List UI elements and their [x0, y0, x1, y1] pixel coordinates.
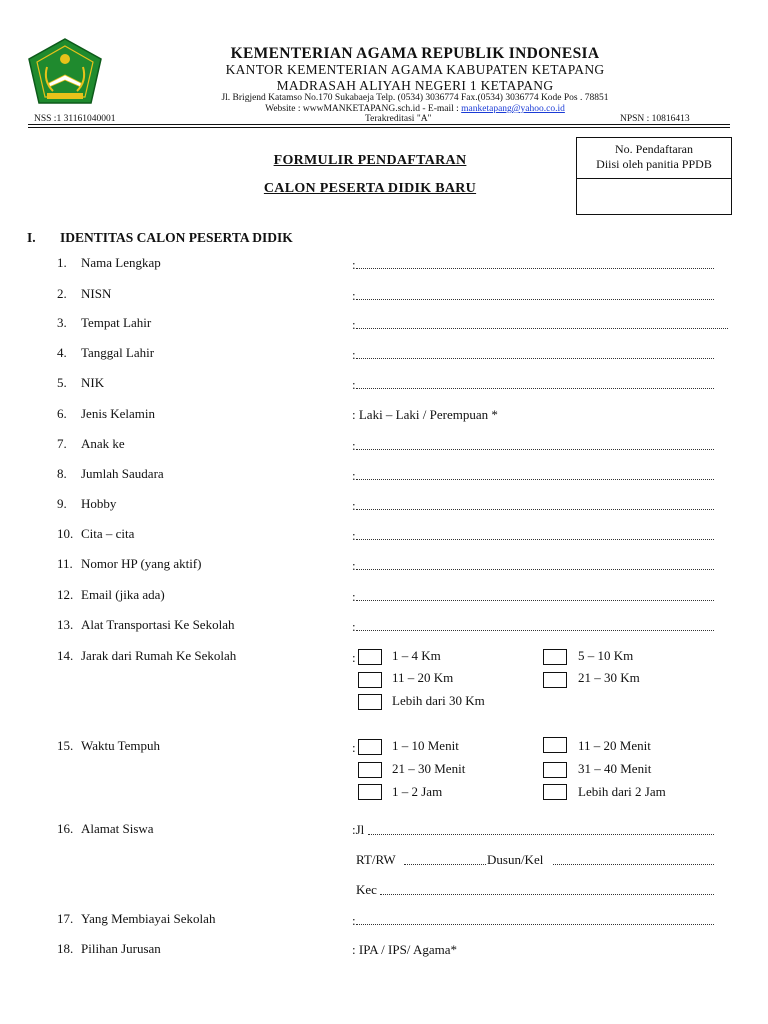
alamat-kec-input[interactable] [380, 882, 714, 895]
field-label: Cita – cita [81, 526, 135, 541]
field-number: 18. [57, 941, 74, 956]
header-divider-thin [28, 127, 730, 128]
form-title: FORMULIR PENDAFTARAN [273, 153, 467, 168]
field-label: Tanggal Lahir [81, 345, 155, 360]
checkbox-jarak-5-10[interactable] [543, 649, 567, 665]
field-input-line[interactable] [356, 467, 714, 480]
field-input-line[interactable] [356, 912, 714, 925]
field-colon: : [352, 438, 356, 453]
alamat-rtrw-input[interactable] [404, 852, 486, 865]
field-label: Jumlah Saudara [81, 466, 164, 481]
field-colon: : [352, 558, 356, 573]
field-number: 5. [57, 375, 67, 390]
field-colon: : [352, 468, 356, 483]
checkbox-jarak-21-30[interactable] [543, 672, 567, 688]
field-value: : Laki – Laki / Perempuan * [352, 407, 498, 422]
field-colon: : [352, 347, 356, 362]
field-label: Waktu Tempuh [81, 738, 161, 753]
checkbox-waktu-11-20[interactable] [543, 737, 567, 753]
email-link[interactable]: manketapang@yahoo.co.id [461, 104, 565, 114]
field-label: NIK [81, 375, 105, 390]
header-contact [170, 104, 660, 114]
field-label: Tempat Lahir [81, 315, 152, 330]
field-input-line[interactable] [356, 618, 714, 631]
field-number: 6. [57, 406, 67, 421]
field-number: 9. [57, 496, 67, 511]
option-waktu-over-2-jam: Lebih dari 2 Jam [578, 784, 666, 799]
field-input-line[interactable] [356, 557, 714, 570]
field-input-line[interactable] [356, 346, 714, 359]
option-waktu-1-2-jam: 1 – 2 Jam [392, 784, 443, 799]
field-number: 11. [57, 556, 73, 571]
field-colon: : [352, 257, 356, 272]
checkbox-waktu-31-40[interactable] [543, 762, 567, 778]
option-waktu-21-30: 21 – 30 Menit [392, 761, 466, 776]
option-jarak-11-20: 11 – 20 Km [392, 670, 454, 685]
option-jarak-over-30: Lebih dari 30 Km [392, 693, 485, 708]
field-input-line[interactable] [356, 287, 714, 300]
regbox-note: Diisi oleh panitia PPDB [596, 157, 712, 171]
field-number: 14. [57, 648, 74, 663]
accreditation: Terakreditasi "A" [365, 114, 432, 124]
field-number: 15. [57, 738, 74, 753]
section-number: I. [27, 230, 36, 245]
field-colon: : [352, 498, 356, 513]
field-number: 3. [57, 315, 67, 330]
option-waktu-1-10: 1 – 10 Menit [392, 738, 459, 753]
regbox-divider [577, 178, 731, 179]
option-jarak-1-4: 1 – 4 Km [392, 648, 441, 663]
field-input-line[interactable] [356, 527, 714, 540]
alamat-dusun-label: Dusun/Kel [487, 852, 544, 867]
alamat-kec-label: Kec [356, 882, 377, 897]
field-input-line[interactable] [356, 316, 728, 329]
checkbox-waktu-over-2-jam[interactable] [543, 784, 567, 800]
field-input-line[interactable] [356, 497, 714, 510]
field-number: 16. [57, 821, 74, 836]
registration-number-box [576, 137, 732, 215]
alamat-jl-input[interactable] [368, 822, 714, 835]
section-title: IDENTITAS CALON PESERTA DIDIK [60, 230, 293, 245]
field-colon: : [352, 288, 356, 303]
field-colon: : [352, 589, 356, 604]
alamat-dusun-input[interactable] [553, 852, 714, 865]
field-number: 12. [57, 587, 74, 602]
option-waktu-11-20: 11 – 20 Menit [578, 738, 651, 753]
alamat-jl-label: :Jl [352, 822, 365, 837]
regbox-label: No. Pendaftaran [615, 142, 693, 156]
field-number: 4. [57, 345, 67, 360]
field-number: 7. [57, 436, 67, 451]
field-colon: : [352, 650, 356, 665]
checkbox-jarak-over-30[interactable] [358, 694, 382, 710]
field-input-line[interactable] [356, 256, 714, 269]
header-address: Jl. Brigjend Katamso No.170 Sukabaeja Telp. (0534) 3036774 Fax.(0534) 3036774 Kode Pos . 78851 [221, 93, 609, 103]
website-text: Website : wwwMANKETAPANG.sch.id - E-mail : [265, 104, 462, 114]
checkbox-jarak-1-4[interactable] [358, 649, 382, 665]
field-label: NISN [81, 286, 112, 301]
field-label: Nama Lengkap [81, 255, 161, 270]
field-label: Email (jika ada) [81, 587, 165, 602]
checkbox-jarak-11-20[interactable] [358, 672, 382, 688]
field-label: Pilihan Jurusan [81, 941, 161, 956]
field-colon: : [352, 619, 356, 634]
field-colon: : [352, 377, 356, 392]
field-label: Yang Membiayai Sekolah [81, 911, 216, 926]
form-subtitle: CALON PESERTA DIDIK BARU [263, 181, 477, 196]
header-ministry: KEMENTERIAN AGAMA REPUBLIK INDONESIA [230, 45, 600, 62]
checkbox-waktu-1-10[interactable] [358, 739, 382, 755]
option-waktu-31-40: 31 – 40 Menit [578, 761, 652, 776]
field-input-line[interactable] [356, 437, 714, 450]
option-jarak-5-10: 5 – 10 Km [578, 648, 634, 663]
field-label: Anak ke [81, 436, 125, 451]
field-input-line[interactable] [356, 588, 714, 601]
option-jarak-21-30: 21 – 30 Km [578, 670, 640, 685]
field-colon: : [352, 528, 356, 543]
field-colon: : [352, 913, 356, 928]
field-label: Alat Transportasi Ke Sekolah [81, 617, 235, 632]
ministry-emblem-logo [25, 37, 105, 107]
field-number: 2. [57, 286, 67, 301]
field-value: : IPA / IPS/ Agama* [352, 942, 457, 957]
checkbox-waktu-21-30[interactable] [358, 762, 382, 778]
field-label: Jarak dari Rumah Ke Sekolah [81, 648, 237, 663]
field-number: 10. [57, 526, 74, 541]
field-number: 8. [57, 466, 67, 481]
field-colon: : [352, 740, 356, 755]
field-colon: : [352, 317, 356, 332]
field-number: 13. [57, 617, 74, 632]
field-label: Jenis Kelamin [81, 406, 156, 421]
nss-number: NSS :1 31161040001 [34, 114, 116, 124]
npsn-number: NPSN : 10816413 [620, 114, 690, 124]
header-office: KANTOR KEMENTERIAN AGAMA KABUPATEN KETAPANG [225, 62, 605, 77]
field-input-line[interactable] [356, 376, 714, 389]
field-label: Nomor HP (yang aktif) [81, 556, 202, 571]
field-number: 1. [57, 255, 67, 270]
field-number: 17. [57, 911, 74, 926]
alamat-rtrw-label: RT/RW [356, 852, 396, 867]
checkbox-waktu-1-2-jam[interactable] [358, 784, 382, 800]
header-school: MADRASAH ALIYAH NEGERI 1 KETAPANG [276, 78, 554, 93]
header-divider [28, 124, 730, 125]
field-label: Alamat Siswa [81, 821, 154, 836]
field-label: Hobby [81, 496, 117, 511]
